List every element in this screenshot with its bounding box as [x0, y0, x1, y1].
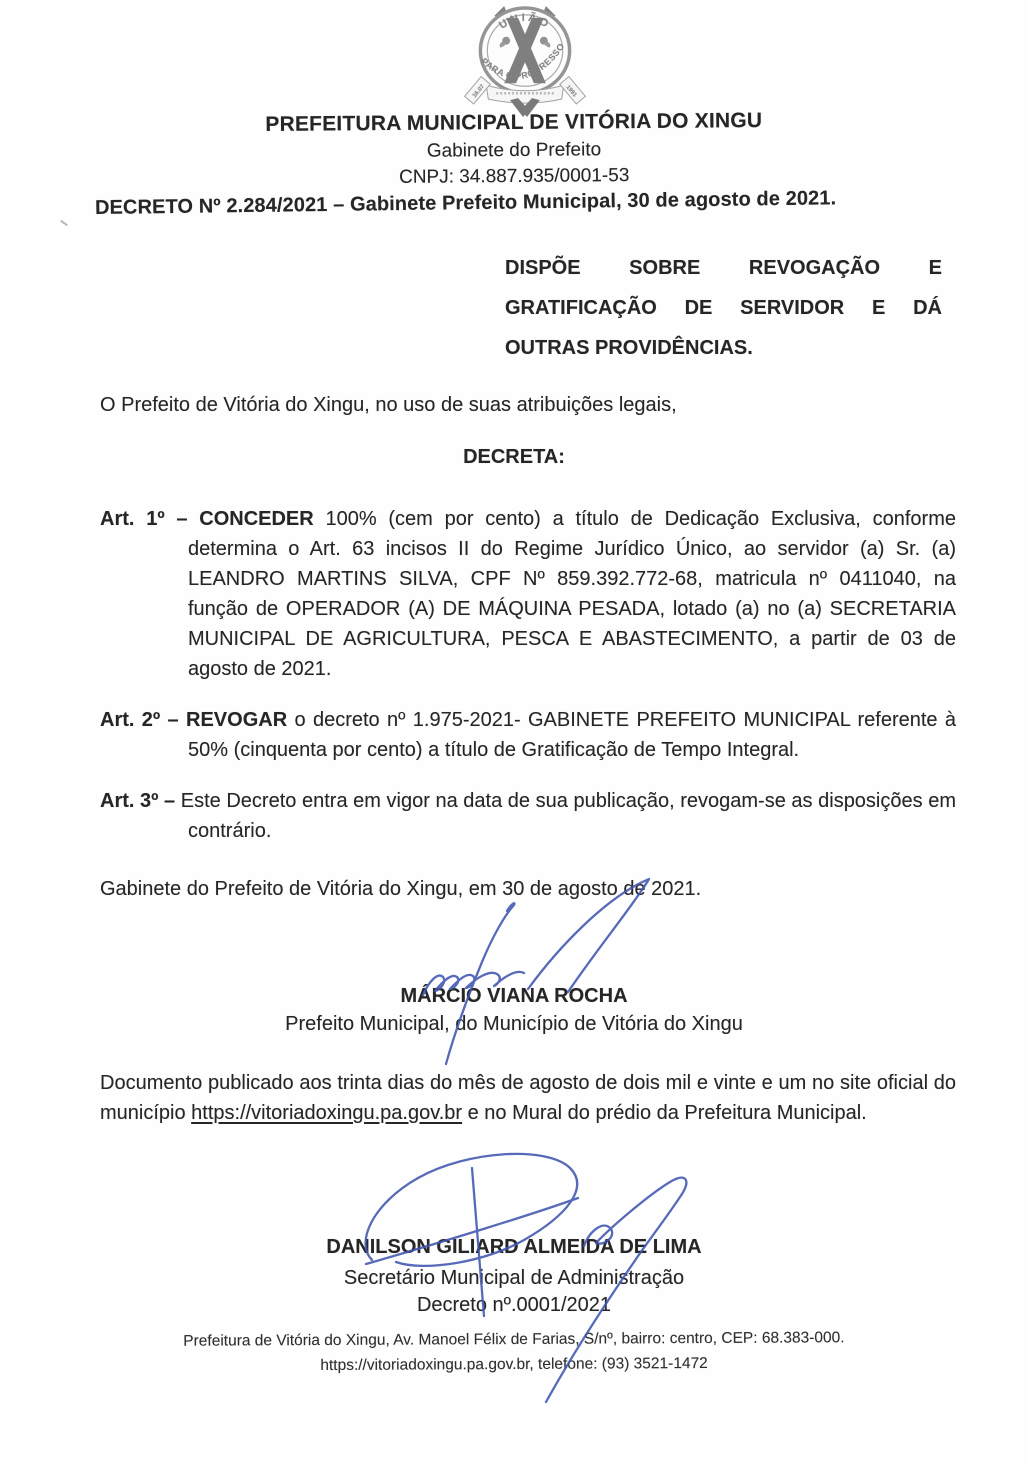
epigraph-line: GRATIFICAÇÃO DE SERVIDOR E DÁ [505, 297, 942, 319]
seal-motto-text: PARA O PROGRESSO [479, 41, 567, 82]
article-paragraph [100, 705, 956, 765]
article-label: Art. 2º – REVOGAR [100, 709, 288, 731]
letterhead [0, 107, 1028, 192]
epigraph-block [505, 248, 942, 368]
footer-contact: https://vitoriadoxingu.pa.gov.br, telefone: (93) 3521-1472 [320, 1354, 708, 1375]
seal-banner-left-tab [465, 77, 491, 104]
article-paragraph [100, 504, 956, 684]
office-subtitle: Gabinete do Prefeito [426, 139, 602, 162]
mayor-role: Prefeito Municipal, do Município de Vitória do Xingu [285, 1013, 743, 1035]
municipal-seal [450, 4, 600, 118]
seal-top-text: UNIÃO [496, 11, 553, 32]
publication-text: e no Mural do prédio da Prefeitura Municipal. [462, 1102, 867, 1124]
closing-line: Gabinete do Prefeito de Vitória do Xingu, em 30 de agosto de 2021. [100, 878, 702, 900]
article-paragraph [100, 786, 956, 846]
epigraph-line: DISPÕE SOBRE REVOGAÇÃO E [505, 257, 942, 279]
article-label: Art. 3º – [100, 790, 176, 812]
article-text: 100% (cem por cento) a título de Dedicação Exclusiva, conforme determina o Art. 63 incisos II do Regime Jurídico Único, ao servidor (a) Sr. (a) LEANDRO MARTINS SILVA, CPF Nº 859.392.772-68, matricula nº 0411040, na função de OPERADOR (A) DE MÁQUINA PESADA, lotado (a) no (a) SECRETARIA MUNICIPAL DE AGRICULTURA, PESCA E ABASTECIMENTO, a partir de 03 de agosto de 2021. [188, 508, 956, 680]
article-text: o decreto nº 1.975-2021- GABINETE PREFEITO MUNICIPAL referente à 50% (cinquenta por cento) a título de Gratificação de Tempo Integral. [188, 709, 956, 761]
mayor-name: MÁRCIO VIANA ROCHA [400, 985, 628, 1007]
cnpj-line: CNPJ: 34.887.935/0001-53 [398, 165, 630, 188]
footer-address: Prefeitura de Vitória do Xingu, Av. Manoel Félix de Farias, S/nº, bairro: centro, CEP: 68.383-000. [183, 1329, 845, 1350]
publication-url: https://vitoriadoxingu.pa.gov.br [191, 1102, 463, 1124]
epigraph-line: OUTRAS PROVIDÊNCIAS. [505, 337, 753, 359]
decree-number-line: DECRETO Nº 2.284/2021 – Gabinete Prefeito Municipal, 30 de agosto de 2021. [94, 187, 837, 219]
article-text: Este Decreto entra em vigor na data de sua publicação, revogam-se as disposições em contrário. [175, 790, 956, 842]
secretary-role: Secretário Municipal de Administração [343, 1267, 685, 1289]
secretary-decree-ref: Decreto nº.0001/2021 [416, 1294, 612, 1316]
svg-text:16.07: 16.07 [471, 83, 487, 100]
scan-artifact [60, 220, 68, 226]
secretary-name: DANILSON GILIARD ALMEIDA DE LIMA [326, 1236, 702, 1258]
mayor-signature [423, 879, 649, 1064]
article-label: Art. 1º – CONCEDER [100, 508, 326, 530]
svg-text:1991: 1991 [564, 84, 578, 99]
publication-text: Documento publicado aos trinta dias do mês de agosto de dois mil e vinte e um no site oficial do município [100, 1072, 956, 1124]
decreta-heading: DECRETA: [463, 446, 565, 468]
publication-paragraph [100, 1068, 956, 1128]
preamble-line: O Prefeito de Vitória do Xingu, no uso de suas atribuições legais, [100, 394, 677, 416]
page-footer [0, 1328, 1028, 1376]
institution-title: PREFEITURA MUNICIPAL DE VITÓRIA DO XINGU [265, 109, 763, 136]
seal-banner-right-tab [560, 77, 586, 104]
articles [100, 504, 956, 846]
